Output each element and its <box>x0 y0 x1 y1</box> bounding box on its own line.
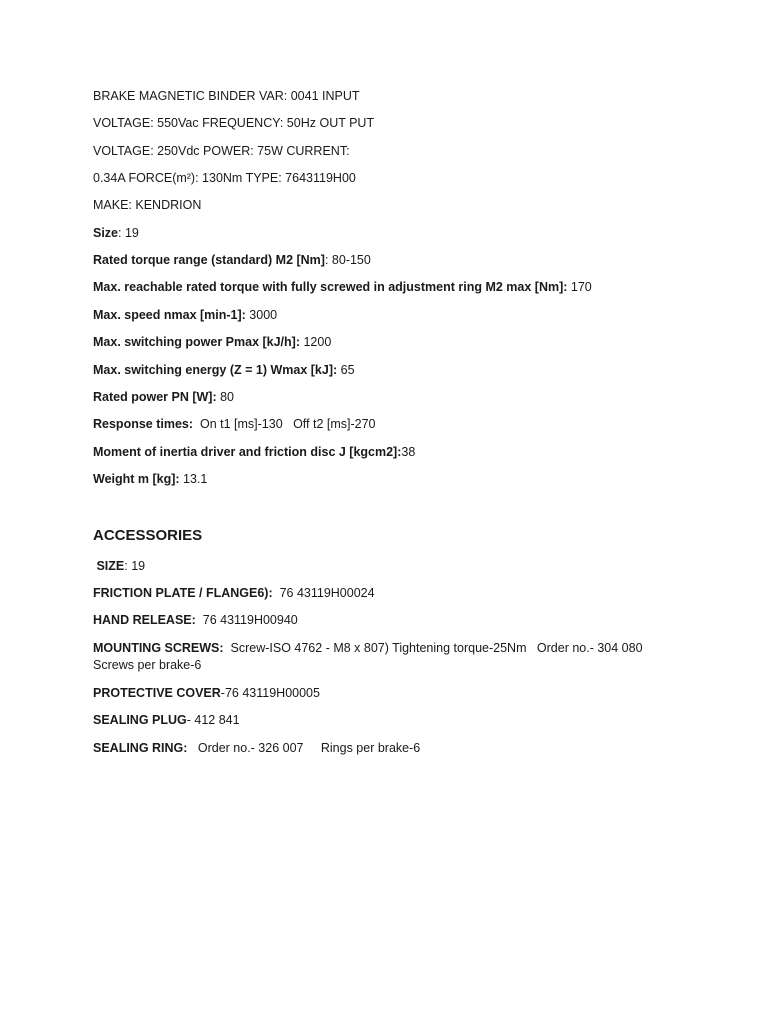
accessory-value: 76 43119H00940 <box>195 613 298 627</box>
spec-value: : 19 <box>118 226 139 240</box>
spec-rated-torque-range <box>93 252 371 269</box>
spec-value: On t1 [ms]-130 Off t2 [ms]-270 <box>193 417 376 431</box>
accessories-heading: ACCESSORIES <box>93 527 203 544</box>
spec-max-switching-power <box>93 334 331 351</box>
spec-label: Max. speed nmax [min-1]: <box>93 308 246 322</box>
spec-size <box>93 225 139 242</box>
intro-line-3: VOLTAGE: 250Vdc POWER: 75W CURRENT: <box>93 144 350 158</box>
spec-label: Rated torque range (standard) M2 [Nm] <box>93 253 325 267</box>
spec-value: 170 <box>567 280 592 294</box>
accessory-value: Order no.- 326 007 Rings per brake-6 <box>187 741 421 755</box>
accessory-label: SIZE <box>93 559 125 573</box>
spec-max-speed <box>93 307 277 324</box>
spec-value: 3000 <box>245 308 278 322</box>
accessory-value: 76 43119H00024 <box>272 586 375 600</box>
spec-moment-of-inertia <box>93 444 415 461</box>
accessory-sealing-plug <box>93 712 240 729</box>
accessory-protective-cover <box>93 685 320 702</box>
accessory-friction-plate <box>93 585 375 602</box>
accessory-hand-release <box>93 612 298 629</box>
accessory-value: : 19 <box>124 559 146 573</box>
accessory-label: SEALING RING: <box>93 741 188 755</box>
spec-max-reachable-torque <box>93 279 592 296</box>
accessory-label: MOUNTING SCREWS: <box>93 641 224 655</box>
intro-line-1: BRAKE MAGNETIC BINDER VAR: 0041 INPUT <box>93 89 360 103</box>
intro-line-5: MAKE: KENDRION <box>93 198 202 212</box>
accessory-label: PROTECTIVE COVER <box>93 686 221 700</box>
spec-response-times <box>93 416 376 433</box>
accessory-label: FRICTION PLATE / FLANGE6): <box>93 586 273 600</box>
spec-label: Moment of inertia driver and friction disc J [kgcm2]: <box>93 445 402 459</box>
spec-label: Max. switching power Pmax [kJ/h]: <box>93 335 300 349</box>
spec-value: 13.1 <box>179 472 208 486</box>
spec-rated-power <box>93 389 234 406</box>
spec-label: Max. switching energy (Z = 1) Wmax [kJ]: <box>93 363 338 377</box>
spec-value: 65 <box>337 363 355 377</box>
accessory-size <box>93 558 145 575</box>
spec-label: Size <box>93 226 119 240</box>
spec-value: 38 <box>401 445 416 459</box>
spec-label: Max. reachable rated torque with fully screwed in adjustment ring M2 max [Nm]: <box>93 280 568 294</box>
spec-max-switching-energy <box>93 362 355 379</box>
spec-weight <box>93 471 207 488</box>
accessory-label: SEALING PLUG <box>93 713 187 727</box>
accessory-value: - 412 841 <box>186 713 240 727</box>
accessory-sealing-ring <box>93 740 420 757</box>
accessory-value: -76 43119H00005 <box>220 686 320 700</box>
spec-value: : 80-150 <box>324 253 371 267</box>
intro-line-2: VOLTAGE: 550Vac FREQUENCY: 50Hz OUT PUT <box>93 116 375 130</box>
spec-value: 80 <box>216 390 234 404</box>
intro-line-4: 0.34A FORCE(m²): 130Nm TYPE: 7643119H00 <box>93 171 356 185</box>
spec-label: Response times: <box>93 417 194 431</box>
spec-label: Weight m [kg]: <box>93 472 180 486</box>
accessory-mounting-screws <box>93 640 668 674</box>
spec-value: 1200 <box>300 335 332 349</box>
accessory-label: HAND RELEASE: <box>93 613 196 627</box>
spec-label: Rated power PN [W]: <box>93 390 217 404</box>
accessory-value: Screw-ISO 4762 - M8 x 807) Tightening torque-25Nm Order no.- 304 080 Screws per brake-6 <box>93 641 647 672</box>
